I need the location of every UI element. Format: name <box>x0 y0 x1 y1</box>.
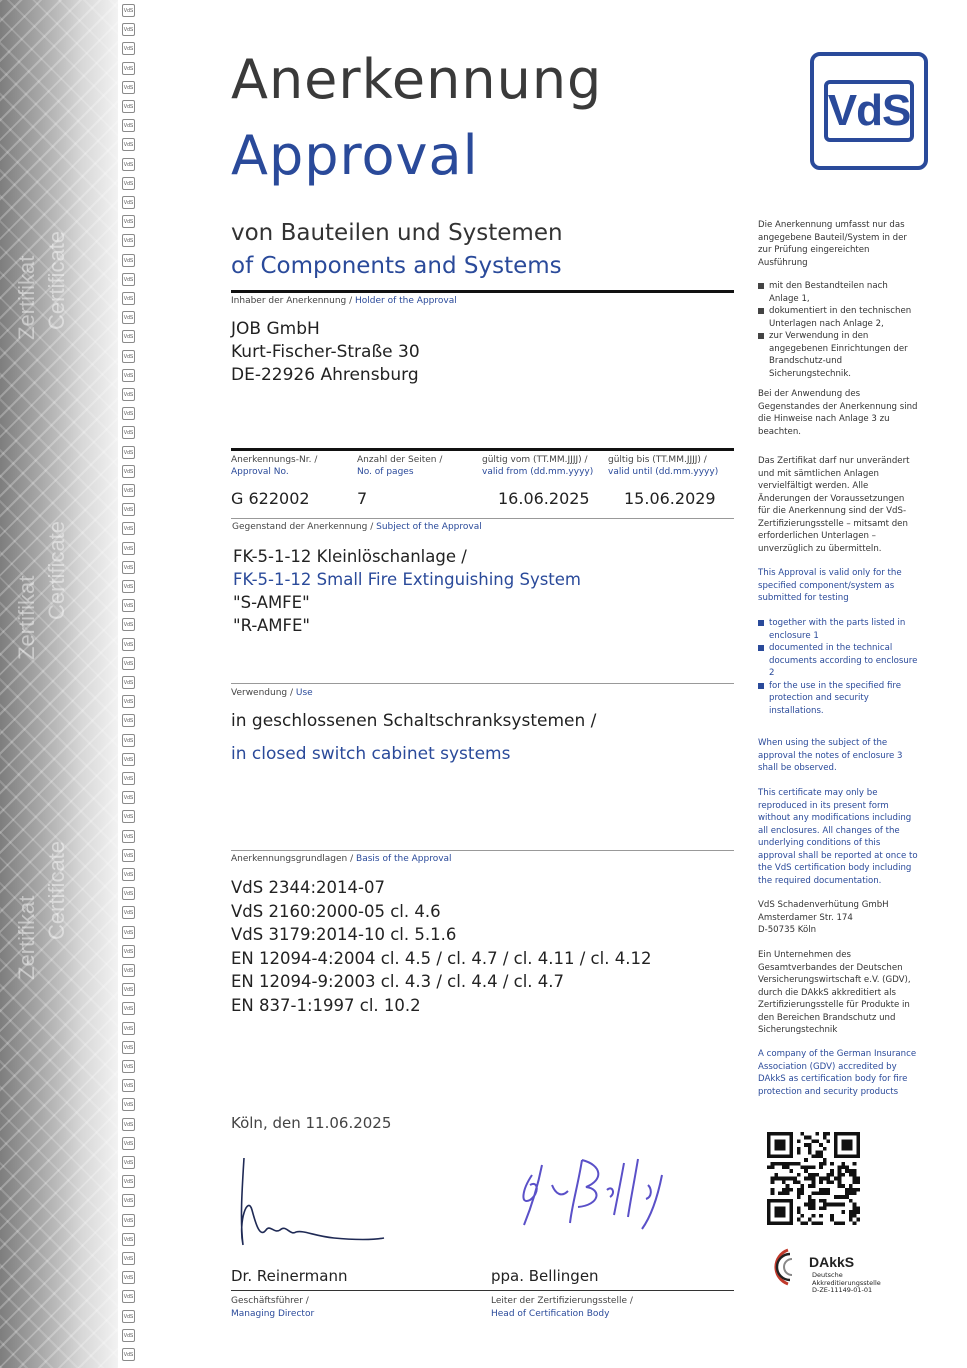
strip-watermark-word: Zertifikat <box>14 255 39 340</box>
subject-model-1: "S-AMFE" <box>233 593 310 612</box>
sidebar-address-line: D-50735 Köln <box>758 925 817 935</box>
use-label <box>231 688 313 698</box>
vds-badge-icon: VdS <box>122 618 135 631</box>
strip-watermark-word: Zertifikat <box>14 895 39 980</box>
vds-badge-icon: VdS <box>122 772 135 785</box>
divider <box>231 290 734 293</box>
vds-badge-icon: VdS <box>122 177 135 190</box>
valid-from-label-en: valid from (dd.mm.yyyy) <box>482 467 594 477</box>
approval-no-value: G 622002 <box>231 489 310 508</box>
vds-badge-icon: VdS <box>122 964 135 977</box>
title-english: Approval <box>231 124 479 187</box>
divider <box>231 850 734 851</box>
sidebar-en-intro: This Approval is valid only for the specified component/system as submitted for testing <box>758 568 902 603</box>
valid-from-label-de: gültig vom (TT.MM.JJJJ) / <box>482 455 588 465</box>
approval-no-label-en: Approval No. <box>231 467 289 477</box>
pages-value: 7 <box>357 489 368 508</box>
strip-watermark-word: Certificate <box>44 230 69 330</box>
valid-until-value: 15.06.2029 <box>624 489 716 508</box>
valid-from-value: 16.06.2025 <box>498 489 590 508</box>
vds-badge-icon: VdS <box>122 254 135 267</box>
sidebar-address-line: Amsterdamer Str. 174 <box>758 912 853 923</box>
vds-badge-icon: VdS <box>122 1118 135 1131</box>
dakks-arc-icon <box>766 1246 810 1286</box>
sidebar-de-list <box>758 280 918 380</box>
divider <box>231 448 734 451</box>
valid-until-label-en: valid until (dd.mm.yyyy) <box>608 467 719 477</box>
vds-badge-icon: VdS <box>122 1329 135 1342</box>
sidebar-address <box>758 899 918 937</box>
decorative-security-strip <box>0 0 118 1368</box>
vds-badge-icon: VdS <box>122 1233 135 1246</box>
pages-label-en: No. of pages <box>357 467 414 477</box>
vds-badge-icon: VdS <box>122 1060 135 1073</box>
signer-right-role-en: Head of Certification Body <box>491 1308 610 1319</box>
vds-badge-icon: VdS <box>122 1214 135 1227</box>
vds-badge-icon: VdS <box>122 561 135 574</box>
vds-badge-icon: VdS <box>122 638 135 651</box>
subject-line-de: FK-5-1-12 Kleinlöschanlage / <box>233 547 467 566</box>
dakks-line: Deutsche <box>812 1271 843 1279</box>
vds-badge-icon: VdS <box>122 1022 135 1035</box>
vds-badge-icon: VdS <box>122 311 135 324</box>
pages-label <box>357 454 442 478</box>
sidebar-de-company: Ein Unternehmen des Gesamtverbandes der Deutschen Versicherungswirtschaft e.V. (GDV), durch die DAkkS akkreditiert als Zertifizierungsstelle für Produkte in den Bereichen Brandschutz und Sicherungstechnik <box>758 950 911 1035</box>
holder-label <box>231 296 457 306</box>
vds-badge-icon: VdS <box>122 446 135 459</box>
subject-label-en: Subject of the Approval <box>376 522 482 532</box>
vds-badge-icon: VdS <box>122 292 135 305</box>
approval-no-label-de: Anerkennungs-Nr. / <box>231 455 318 465</box>
vds-badge-icon: VdS <box>122 369 135 382</box>
valid-until-label <box>608 454 718 478</box>
vds-badge-icon: VdS <box>122 1079 135 1092</box>
vds-badge-icon: VdS <box>122 1252 135 1265</box>
vds-badge-icon: VdS <box>122 81 135 94</box>
vds-badge-column <box>120 0 138 1368</box>
use-label-en: Use <box>295 688 313 698</box>
vds-badge-icon: VdS <box>122 388 135 401</box>
basis-label-en: Basis of the Approval <box>356 854 452 864</box>
vds-badge-icon: VdS <box>122 1290 135 1303</box>
sidebar-de-item: zur Verwendung in den angegebenen Einrichtungen der Brandschutz-und Sicherungstechnik. <box>758 330 918 380</box>
holder-name: JOB GmbH <box>231 319 320 339</box>
holder-address <box>231 318 420 387</box>
vds-logo <box>810 52 928 170</box>
vds-badge-icon: VdS <box>122 1271 135 1284</box>
sidebar-de-item: dokumentiert in den technischen Unterlagen nach Anlage 2, <box>758 305 918 330</box>
basis-label-de: Anerkennungsgrundlagen / <box>231 854 354 864</box>
valid-from-label <box>482 454 593 478</box>
vds-badge-icon: VdS <box>122 330 135 343</box>
subject-model-2: "R-AMFE" <box>233 616 311 635</box>
divider <box>231 518 734 519</box>
vds-badge-icon: VdS <box>122 542 135 555</box>
vds-badge-icon: VdS <box>122 714 135 727</box>
use-line-de: in geschlossenen Schaltschranksystemen / <box>231 711 597 731</box>
vds-badge-icon: VdS <box>122 983 135 996</box>
vds-badge-icon: VdS <box>122 849 135 862</box>
basis-item: EN 837-1:1997 cl. 10.2 <box>231 995 421 1015</box>
vds-badge-icon: VdS <box>122 887 135 900</box>
vds-badge-icon: VdS <box>122 350 135 363</box>
vds-badge-icon: VdS <box>122 138 135 151</box>
subject-text <box>233 545 581 637</box>
vds-badge-icon: VdS <box>122 119 135 132</box>
signature-bellingen <box>512 1145 682 1235</box>
vds-badge-icon: VdS <box>122 580 135 593</box>
vds-badge-icon: VdS <box>122 42 135 55</box>
subtitle-english: of Components and Systems <box>231 253 562 279</box>
holder-label-de: Inhaber der Anerkennung / <box>231 296 353 306</box>
basis-item: EN 12094-9:2003 cl. 4.3 / cl. 4.4 / cl. 4.7 <box>231 972 565 991</box>
vds-badge-icon: VdS <box>122 676 135 689</box>
vds-badge-icon: VdS <box>122 906 135 919</box>
signature-reinermann <box>234 1150 394 1255</box>
vds-badge-icon: VdS <box>122 695 135 708</box>
strip-watermark-word: Zertifikat <box>14 575 39 660</box>
title-german: Anerkennung <box>231 48 603 111</box>
sidebar-en-item: documented in the technical documents according to enclosure 2 <box>758 642 918 680</box>
signer-right-role-de: Leiter der Zertifizierungsstelle / <box>491 1296 633 1306</box>
sidebar-en-copy: This certificate may only be reproduced in its present form without any modifications including all enclosures. All changes of the underlying conditions of this approval shall be reported at once to the VdS certification body including the required documentation. <box>758 788 918 886</box>
dakks-logo <box>766 1244 896 1304</box>
sidebar-de-copy: Das Zertifikat darf nur unverändert und mit sämtlichen Anlagen vervielfältigt werden. Alle Änderungen der Voraussetzungen für die Anerkennung sind der VdS-Zertifizierungsstelle – mitsamt den erforderlichen Unterlagen – unverzüglich zu übermitteln. <box>758 456 910 554</box>
vds-badge-icon: VdS <box>122 484 135 497</box>
vds-badge-icon: VdS <box>122 734 135 747</box>
vds-badge-icon: VdS <box>122 215 135 228</box>
signer-left-role-de: Geschäftsführer / <box>231 1296 309 1306</box>
vds-badge-icon: VdS <box>122 753 135 766</box>
vds-badge-icon: VdS <box>122 926 135 939</box>
sidebar-de-item: mit den Bestandteilen nach Anlage 1, <box>758 280 918 305</box>
dakks-name: DAkkS <box>809 1254 855 1270</box>
vds-badge-icon: VdS <box>122 522 135 535</box>
basis-item: VdS 3179:2014-10 cl. 5.1.6 <box>231 925 457 944</box>
basis-item: VdS 2160:2000-05 cl. 4.6 <box>231 901 441 921</box>
sidebar-en-company: A company of the German Insurance Association (GDV) accredited by DAkkS as certification body for fire protection and security products <box>758 1049 917 1097</box>
sidebar-en-list <box>758 617 918 717</box>
vds-badge-icon: VdS <box>122 1194 135 1207</box>
vds-badge-icon: VdS <box>122 1175 135 1188</box>
strip-watermark-word: Certificate <box>44 520 69 620</box>
subject-line-en: FK-5-1-12 Small Fire Extinguishing System <box>233 570 581 589</box>
basis-label <box>231 854 452 864</box>
vds-badge-icon: VdS <box>122 4 135 17</box>
vds-badge-icon: VdS <box>122 868 135 881</box>
vds-badge-icon: VdS <box>122 830 135 843</box>
pages-label-de: Anzahl der Seiten / <box>357 455 443 465</box>
holder-street: Kurt-Fischer-Straße 30 <box>231 342 420 362</box>
vds-badge-icon: VdS <box>122 657 135 670</box>
sidebar-address-line: VdS Schadenverhütung GmbH <box>758 900 889 910</box>
signer-right-role <box>491 1295 633 1320</box>
vds-badge-icon: VdS <box>122 158 135 171</box>
sidebar-de-intro: Die Anerkennung umfasst nur das angegebene Bauteil/System in der zur Prüfung eingereichten Ausführung <box>758 220 907 268</box>
qr-code <box>767 1132 860 1225</box>
valid-until-label-de: gültig bis (TT.MM.JJJJ) / <box>608 455 707 465</box>
sidebar-en-item: together with the parts listed in enclosure 1 <box>758 617 918 642</box>
subtitle-german: von Bauteilen und Systemen <box>231 220 563 246</box>
dakks-line: D-ZE-11149-01-01 <box>812 1286 873 1294</box>
signer-left-role <box>231 1295 314 1320</box>
holder-city: DE-22926 Ahrensburg <box>231 365 419 385</box>
approval-no-label <box>231 454 317 478</box>
signer-right-name: ppa. Bellingen <box>491 1267 599 1285</box>
divider <box>231 683 734 684</box>
vds-badge-icon: VdS <box>122 945 135 958</box>
strip-watermark-word: Certificate <box>44 840 69 940</box>
subject-label-de: Gegenstand der Anerkennung / <box>232 522 374 532</box>
vds-badge-icon: VdS <box>122 23 135 36</box>
vds-badge-icon: VdS <box>122 810 135 823</box>
divider <box>231 1290 734 1291</box>
vds-badge-icon: VdS <box>122 426 135 439</box>
vds-logo-text: VdS <box>827 86 911 135</box>
vds-badge-icon: VdS <box>122 100 135 113</box>
place-date: Köln, den 11.06.2025 <box>231 1114 392 1132</box>
holder-label-en: Holder of the Approval <box>355 296 457 306</box>
vds-badge-icon: VdS <box>122 273 135 286</box>
vds-badge-icon: VdS <box>122 196 135 209</box>
signer-left-role-en: Managing Director <box>231 1308 315 1319</box>
basis-item: VdS 2344:2014-07 <box>231 878 385 897</box>
vds-badge-icon: VdS <box>122 1041 135 1054</box>
sidebar-de-notes: Bei der Anwendung des Gegenstandes der Anerkennung sind die Hinweise nach Anlage 3 zu beachten. <box>758 389 918 437</box>
sidebar-en-notes: When using the subject of the approval the notes of enclosure 3 shall be observed. <box>758 738 903 773</box>
vds-badge-icon: VdS <box>122 1156 135 1169</box>
dakks-caption <box>812 1272 881 1295</box>
vds-badge-icon: VdS <box>122 503 135 516</box>
vds-badge-icon: VdS <box>122 62 135 75</box>
basis-list <box>231 876 651 1017</box>
vds-badge-icon: VdS <box>122 1310 135 1323</box>
vds-badge-icon: VdS <box>122 465 135 478</box>
basis-item: EN 12094-4:2004 cl. 4.5 / cl. 4.7 / cl. 4.11 / cl. 4.12 <box>231 948 652 968</box>
use-label-de: Verwendung / <box>231 688 294 698</box>
vds-badge-icon: VdS <box>122 1348 135 1361</box>
use-line-en: in closed switch cabinet systems <box>231 744 511 764</box>
vds-badge-icon: VdS <box>122 791 135 804</box>
vds-badge-icon: VdS <box>122 599 135 612</box>
vds-badge-icon: VdS <box>122 234 135 247</box>
vds-badge-icon: VdS <box>122 1002 135 1015</box>
dakks-line: Akkreditierungsstelle <box>812 1278 881 1287</box>
vds-badge-icon: VdS <box>122 1137 135 1150</box>
vds-badge-icon: VdS <box>122 407 135 420</box>
subject-label <box>232 522 482 532</box>
sidebar-en-item: for the use in the specified fire protection and security installations. <box>758 680 918 718</box>
signer-left-name: Dr. Reinermann <box>231 1267 348 1285</box>
vds-badge-icon: VdS <box>122 1098 135 1111</box>
